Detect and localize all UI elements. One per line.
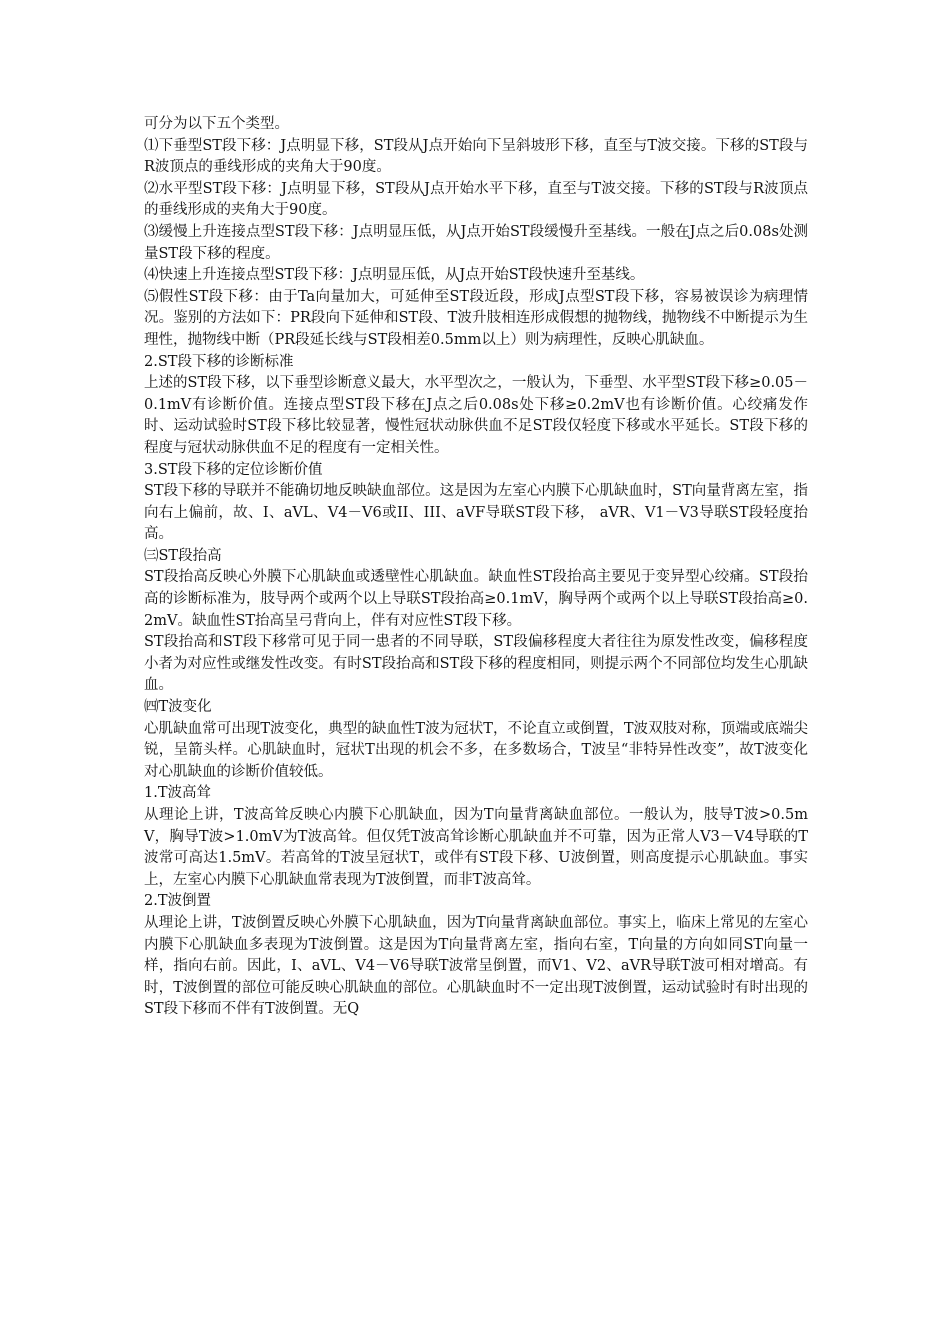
list-item-downsloping: ⑴下垂型ST段下移：J点明显下移，ST段从J点开始向下呈斜坡形下移，直至与T波交接。下移的ST段与R波顶点的垂线形成的夹角大于90度。 — [144, 137, 808, 176]
section-heading-inverted-t-wave: 2.T波倒置 — [144, 893, 212, 910]
list-item-slow-upsloping: ⑶缓慢上升连接点型ST段下移：J点明显压低，从J点开始ST段缓慢升至基线。一般在J点之后0.08s处测量ST段下移的程度。 — [144, 223, 808, 262]
section-heading-st-elevation: ㈢ST段抬高 — [144, 547, 222, 564]
paragraph-peaked-t-wave: 从理论上讲，T波高耸反映心内膜下心肌缺血，因为T向量背离缺血部位。一般认为，肢导T波>0.5mV，胸导T波>1.0mV为T波高耸。但仅凭T波高耸诊断心肌缺血并不可靠，因为正常人V3－V4导联的T波常可高达1.5mV。若高耸的T波呈冠状T，或伴有ST段下移、U波倒置，则高度提示心肌缺血。事实上，左室心内膜下心肌缺血常表现为T波倒置，而非T波高耸。 — [144, 807, 808, 888]
paragraph-st-elevation: ST段抬高反映心外膜下心肌缺血或透壁性心肌缺血。缺血性ST段抬高主要见于变异型心绞痛。ST段抬高的诊断标准为，肢导两个或两个以上导联ST段抬高≥0.1mV，胸导两个或两个以上导联ST段抬高≥0.2mV。缺血性ST抬高呈弓背向上，伴有对应性ST段下移。 — [144, 569, 808, 629]
list-item-horizontal: ⑵水平型ST段下移：J点明显下移，ST段从J点开始水平下移，直至与T波交接。下移的ST段与R波顶点的垂线形成的夹角大于90度。 — [144, 180, 808, 219]
paragraph-diagnostic-criteria: 上述的ST段下移，以下垂型诊断意义最大，水平型次之，一般认为，下垂型、水平型ST段下移≥0.05－0.1mV有诊断价值。连接点型ST段下移在J点之后0.08s处下移≥0.2mV也有诊断价值。心绞痛发作时、运动试验时ST段下移比较显著，慢性冠状动脉供血不足ST段仅轻度下移或水平延长。ST段下移的程度与冠状动脉供血不足的程度有一定相关性。 — [144, 375, 808, 456]
document-page — [144, 114, 808, 1021]
paragraph-st-elevation-reciprocal: ST段抬高和ST段下移常可见于同一患者的不同导联，ST段偏移程度大者往往为原发性改变，偏移程度小者为对应性或继发性改变。有时ST段抬高和ST段下移的程度相同，则提示两个不同部位均发生心肌缺血。 — [144, 634, 808, 694]
list-item-fast-upsloping: ⑷快速上升连接点型ST段下移：J点明显压低，从J点开始ST段快速升至基线。 — [144, 267, 645, 284]
section-heading-diagnostic-criteria: 2.ST段下移的诊断标准 — [144, 353, 294, 370]
paragraph-localization: ST段下移的导联并不能确切地反映缺血部位。这是因为左室心内膜下心肌缺血时，ST向量背离左室，指向右上偏前，故、I、aVL、V4－V6或II、III、aVF导联ST段下移， aVR、V1－V3导联ST段轻度抬高。 — [144, 483, 808, 543]
paragraph-inverted-t-wave: 从理论上讲，T波倒置反映心外膜下心肌缺血，因为T向量背离缺血部位。事实上，临床上常见的左室心内膜下心肌缺血多表现为T波倒置。这是因为T向量背离左室，指向右室，T向量的方向如同ST向量一样，指向右前。因此，I、aVL、V4－V6导联T波常呈倒置，而V1、V2、aVR导联T波可相对增高。有时，T波倒置的部位可能反映心肌缺血的部位。心肌缺血时不一定出现T波倒置，运动试验时有时出现的ST段下移而不伴有T波倒置。无Q — [144, 914, 808, 1018]
section-heading-localization: 3.ST段下移的定位诊断价值 — [144, 461, 323, 478]
intro-line: 可分为以下五个类型。 — [144, 116, 289, 132]
section-heading-t-wave-changes: ㈣T波变化 — [144, 699, 212, 716]
list-item-pseudo-depression: ⑸假性ST段下移：由于Ta向量加大，可延伸至ST段近段，形成J点型ST段下移，容易被误诊为病理情况。鉴别的方法如下：PR段向下延伸和ST段、T波升肢相连形成假想的抛物线，抛物线不中断提示为生理性，抛物线中断（PR段延长线与ST段相差0.5mm以上）则为病理性，反映心肌缺血。 — [144, 288, 808, 348]
section-heading-peaked-t-wave: 1.T波高耸 — [144, 785, 212, 802]
paragraph-t-wave-changes: 心肌缺血常可出现T波变化，典型的缺血性T波为冠状T，不论直立或倒置，T波双肢对称，顶端或底端尖锐，呈箭头样。心肌缺血时，冠状T出现的机会不多，在多数场合，T波呈“非特异性改变”，故T波变化对心肌缺血的诊断价值较低。 — [144, 720, 808, 780]
